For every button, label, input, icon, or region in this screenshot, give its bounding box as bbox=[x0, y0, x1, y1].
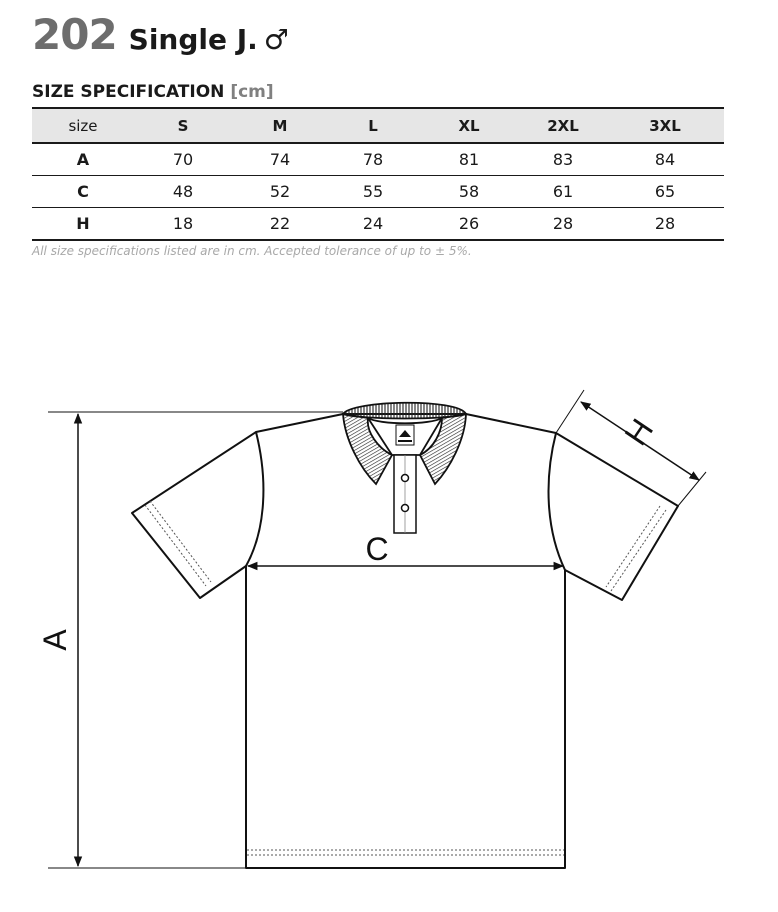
table-cell: 61 bbox=[520, 176, 606, 208]
table-cell: 83 bbox=[520, 143, 606, 176]
table-cell: 48 bbox=[134, 176, 232, 208]
table-cell: 58 bbox=[418, 176, 520, 208]
size-header-cell: XL bbox=[418, 108, 520, 143]
row-label: A bbox=[32, 143, 134, 176]
table-cell: 70 bbox=[134, 143, 232, 176]
table-cell: 74 bbox=[232, 143, 328, 176]
table-cell: 24 bbox=[328, 208, 418, 241]
measurement-label-a: A bbox=[37, 629, 73, 651]
product-header bbox=[32, 10, 289, 62]
table-row bbox=[32, 208, 724, 241]
table-cell: 81 bbox=[418, 143, 520, 176]
size-header-label: size bbox=[32, 108, 134, 143]
table-cell: 28 bbox=[520, 208, 606, 241]
size-header-cell: L bbox=[328, 108, 418, 143]
table-row bbox=[32, 143, 724, 176]
product-name: Single J. bbox=[128, 23, 258, 56]
table-cell: 55 bbox=[328, 176, 418, 208]
table-cell: 84 bbox=[606, 143, 724, 176]
size-spec-title: SIZE SPECIFICATION bbox=[32, 82, 225, 102]
size-header-cell: M bbox=[232, 108, 328, 143]
table-cell: 28 bbox=[606, 208, 724, 241]
row-label: H bbox=[32, 208, 134, 241]
table-cell: 52 bbox=[232, 176, 328, 208]
measurement-label-h: H bbox=[617, 412, 661, 452]
size-header-row bbox=[32, 108, 724, 143]
size-table bbox=[32, 107, 724, 241]
table-row bbox=[32, 176, 724, 208]
measurement-label-c: C bbox=[365, 531, 389, 567]
size-header-cell: 2XL bbox=[520, 108, 606, 143]
brand-label-icon bbox=[396, 425, 414, 445]
row-label: C bbox=[32, 176, 134, 208]
size-spec-heading bbox=[32, 82, 274, 102]
table-cell: 22 bbox=[232, 208, 328, 241]
table-cell: 26 bbox=[418, 208, 520, 241]
tolerance-note: All size specifications listed are in cm. Accepted tolerance of up to ± 5%. bbox=[32, 244, 472, 258]
size-header-cell: S bbox=[134, 108, 232, 143]
table-cell: 18 bbox=[134, 208, 232, 241]
table-cell: 78 bbox=[328, 143, 418, 176]
size-spec-unit: [cm] bbox=[230, 82, 274, 102]
polo-shirt-measurement-drawing bbox=[0, 300, 778, 900]
table-cell: 65 bbox=[606, 176, 724, 208]
male-icon: ♂ bbox=[263, 23, 289, 56]
placket bbox=[394, 455, 416, 533]
product-code: 202 bbox=[32, 10, 117, 59]
size-header-cell: 3XL bbox=[606, 108, 724, 143]
